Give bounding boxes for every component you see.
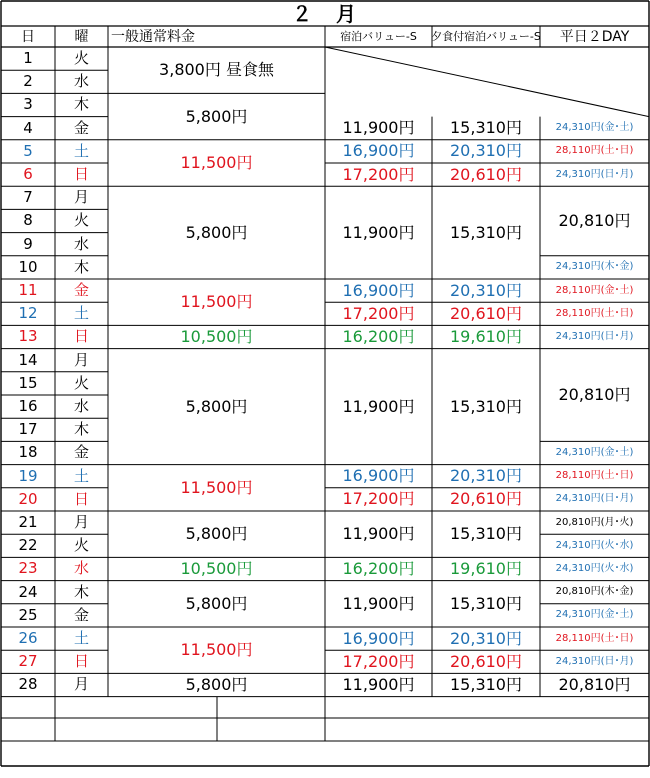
- day-number: 7: [23, 188, 33, 207]
- day-number: 14: [18, 350, 38, 369]
- day-number: 5: [23, 141, 33, 160]
- weekday: 日: [73, 652, 89, 671]
- day-number: 24: [18, 582, 38, 601]
- day-number: 25: [18, 605, 38, 624]
- stay-value-price: 11,900円: [342, 674, 415, 694]
- weekday: 火: [73, 373, 89, 392]
- header-general-price: 一般通常料金: [111, 28, 195, 45]
- general-price: 11,500円: [180, 152, 253, 172]
- weekday-2day-price: 20,810円(月･火): [555, 516, 634, 528]
- weekday: 火: [73, 536, 89, 555]
- general-price: 5,800円: [185, 222, 248, 242]
- stay-value-price: 11,900円: [342, 118, 415, 138]
- weekday: 月: [73, 350, 89, 369]
- day-number: 23: [18, 559, 38, 578]
- weekday-2day-price: 20,810円(木･金): [555, 586, 634, 598]
- day-number: 11: [18, 281, 38, 300]
- weekday: 水: [73, 234, 89, 253]
- weekday-2day-price: 24,310円(日･月): [555, 493, 634, 505]
- dinner-value-price: 20,610円: [450, 489, 522, 509]
- weekday-2day-price: 24,310円(日･月): [555, 168, 634, 180]
- day-number: 28: [18, 675, 38, 694]
- stay-value-price: 11,900円: [342, 593, 415, 613]
- weekday: 日: [73, 165, 89, 184]
- stay-value-price: 17,200円: [342, 164, 415, 184]
- dinner-value-price: 15,310円: [450, 118, 522, 138]
- dinner-value-price: 15,310円: [450, 593, 522, 613]
- weekday-2day-price: 24,310円(金･土): [555, 609, 634, 621]
- general-price: 10,500円: [180, 326, 253, 346]
- stay-value-price: 17,200円: [342, 489, 415, 509]
- weekday: 土: [73, 304, 89, 323]
- header-weekday-2day: 平日２DAY: [559, 28, 630, 45]
- stay-value-price: 16,900円: [342, 141, 415, 161]
- weekday-2day-price: 24,310円(木･金): [555, 261, 634, 273]
- weekday: 月: [73, 513, 89, 532]
- dinner-value-price: 20,610円: [450, 164, 522, 184]
- weekday: 水: [73, 559, 89, 578]
- weekday-2day-price: 28,110円(金･土): [555, 284, 634, 296]
- day-number: 19: [18, 466, 38, 485]
- general-price: 3,800円 昼食無: [159, 60, 274, 80]
- stay-value-price: 17,200円: [342, 651, 415, 671]
- weekday-2day-price: 24,310円(金･土): [555, 446, 634, 458]
- weekday: 火: [73, 49, 89, 68]
- weekday-2day-price: 24,310円(日･月): [555, 655, 634, 667]
- weekday: 金: [73, 281, 89, 300]
- dinner-value-price: 20,610円: [450, 651, 522, 671]
- weekday-2day-price: 24,310円(火･水): [555, 562, 634, 574]
- general-price: 5,800円: [185, 593, 248, 613]
- header-day: 日: [21, 28, 35, 45]
- weekday: 土: [73, 466, 89, 485]
- day-number: 20: [18, 489, 38, 508]
- stay-value-price: 16,900円: [342, 280, 415, 300]
- general-price: 10,500円: [180, 558, 253, 578]
- table-title: ２ 月: [292, 1, 358, 26]
- day-number: 16: [18, 397, 38, 416]
- general-price: 5,800円: [185, 524, 248, 544]
- stay-value-price: 11,900円: [342, 396, 415, 416]
- stay-value-price: 16,200円: [342, 558, 415, 578]
- day-number: 17: [18, 420, 38, 439]
- weekday-2day-price: 24,310円(火･水): [555, 539, 634, 551]
- general-price: 5,800円: [185, 396, 248, 416]
- stay-value-price: 16,200円: [342, 326, 415, 346]
- dinner-value-price: 20,310円: [450, 280, 522, 300]
- dinner-value-price: 20,310円: [450, 628, 522, 648]
- weekday: 金: [73, 118, 89, 137]
- weekday: 木: [73, 95, 89, 114]
- not-available-diagonal: [325, 47, 649, 117]
- day-number: 9: [23, 234, 33, 253]
- stay-value-price: 11,900円: [342, 222, 415, 242]
- weekday: 木: [73, 257, 89, 276]
- weekday-2day-price: 28,110円(土･日): [555, 145, 634, 157]
- day-number: 4: [23, 118, 33, 137]
- weekday: 土: [73, 629, 89, 648]
- general-price: 11,500円: [180, 292, 253, 312]
- general-price: 11,500円: [180, 477, 253, 497]
- weekday: 日: [73, 489, 89, 508]
- weekday: 金: [73, 443, 89, 462]
- dinner-value-price: 15,310円: [450, 222, 522, 242]
- dinner-value-price: 19,610円: [450, 558, 522, 578]
- weekday: 月: [73, 188, 89, 207]
- day-number: 13: [18, 327, 38, 346]
- weekday: 火: [73, 211, 89, 230]
- day-number: 27: [18, 652, 38, 671]
- weekday-2day-price: 20,810円: [558, 384, 631, 404]
- day-number: 12: [18, 304, 38, 323]
- weekday: 土: [73, 141, 89, 160]
- weekday-2day-price: 28,110円(土･日): [555, 632, 634, 644]
- stay-value-price: 16,900円: [342, 628, 415, 648]
- day-number: 8: [23, 211, 33, 230]
- stay-value-price: 16,900円: [342, 466, 415, 486]
- weekday-2day-price: 24,310円(金･土): [555, 122, 634, 134]
- dinner-value-price: 20,310円: [450, 466, 522, 486]
- weekday: 木: [73, 420, 89, 439]
- day-number: 21: [18, 513, 38, 532]
- weekday: 木: [73, 582, 89, 601]
- weekday: 月: [73, 675, 89, 694]
- dinner-value-price: 20,310円: [450, 141, 522, 161]
- general-price: 5,800円: [185, 674, 248, 694]
- dinner-value-price: 15,310円: [450, 396, 522, 416]
- weekday-2day-price: 20,810円: [558, 210, 631, 230]
- weekday: 日: [73, 327, 89, 346]
- day-number: 18: [18, 443, 38, 462]
- weekday: 水: [73, 397, 89, 416]
- day-number: 26: [18, 629, 38, 648]
- day-number: 22: [18, 536, 38, 555]
- dinner-value-price: 20,610円: [450, 303, 522, 323]
- day-number: 6: [23, 165, 33, 184]
- weekday-2day-price: 20,810円: [558, 674, 631, 694]
- day-number: 3: [23, 95, 33, 114]
- header-weekday: 曜: [74, 28, 89, 45]
- weekday-2day-price: 24,310円(日･月): [555, 330, 634, 342]
- header-stay-value: 宿泊バリュー-S: [340, 30, 417, 43]
- header-dinner-value: 夕食付宿泊バリュー-S: [431, 30, 541, 43]
- dinner-value-price: 19,610円: [450, 326, 522, 346]
- stay-value-price: 11,900円: [342, 524, 415, 544]
- weekday-2day-price: 28,110円(土･日): [555, 470, 634, 482]
- dinner-value-price: 15,310円: [450, 524, 522, 544]
- general-price: 11,500円: [180, 640, 253, 660]
- stay-value-price: 17,200円: [342, 303, 415, 323]
- weekday: 金: [73, 605, 89, 624]
- day-number: 15: [18, 373, 38, 392]
- day-number: 2: [23, 72, 33, 91]
- weekday: 水: [73, 72, 89, 91]
- weekday-2day-price: 28,110円(土･日): [555, 307, 634, 319]
- dinner-value-price: 15,310円: [450, 674, 522, 694]
- day-number: 1: [23, 49, 33, 68]
- day-number: 10: [18, 257, 38, 276]
- general-price: 5,800円: [185, 106, 248, 126]
